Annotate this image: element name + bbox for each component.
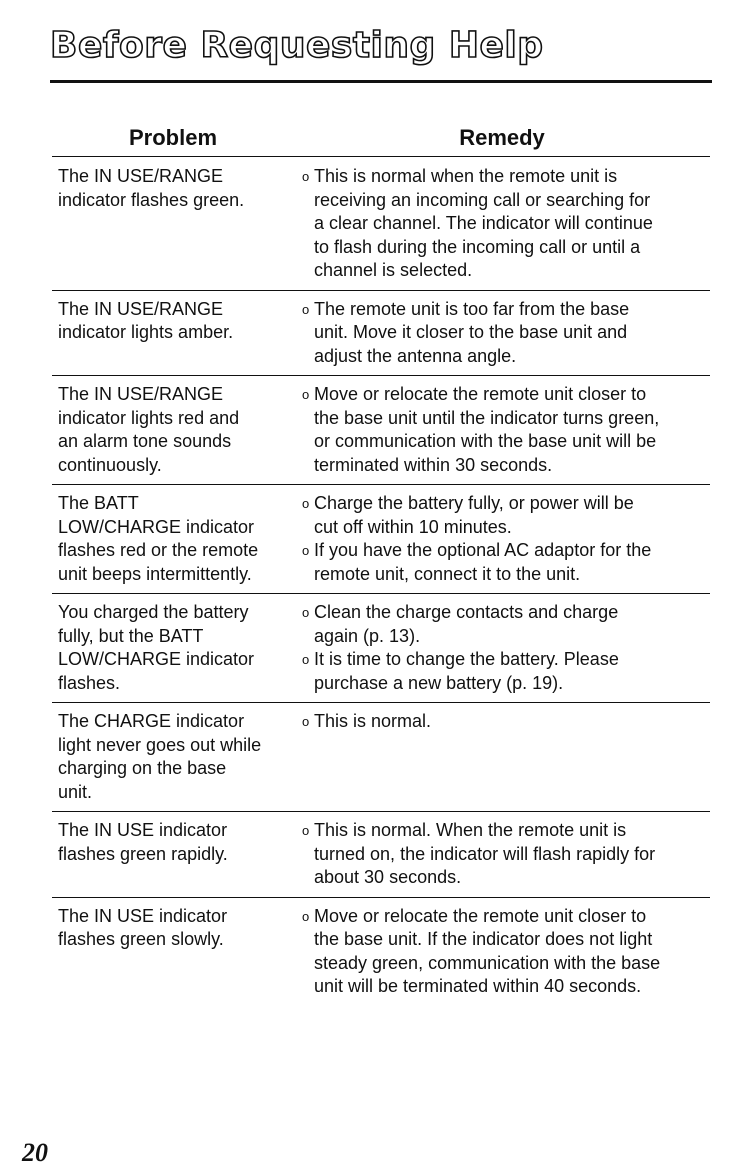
- table-row: [52, 376, 710, 485]
- problem-cell: The CHARGE indicator light never goes out while charging on the base unit.: [58, 711, 262, 802]
- troubleshooting-table: [52, 158, 710, 1006]
- title-underline: [50, 80, 712, 83]
- remedy-text: Clean the charge contacts and charge again (p. 13).: [314, 602, 619, 646]
- remedy-text: It is time to change the battery. Please purchase a new battery (p. 19).: [314, 649, 619, 693]
- table-header: [52, 124, 710, 157]
- table-row: [52, 291, 710, 377]
- bullet-icon: o: [302, 387, 310, 402]
- problem-cell: The BATT LOW/CHARGE indicator flashes red or the remote unit beeps intermittently.: [58, 493, 259, 584]
- remedy-cell: [302, 383, 710, 477]
- problem-cell: The IN USE/RANGE indicator flashes green.: [58, 166, 245, 210]
- table-row: [52, 812, 710, 898]
- remedy-column-header: Remedy: [459, 125, 545, 150]
- problem-cell: The IN USE/RANGE indicator lights amber.: [58, 298, 234, 342]
- bullet-icon: o: [302, 543, 310, 558]
- remedy-text: Move or relocate the remote unit closer to the base unit until the indicator turns green, or communication with the base unit will be terminated within 30 seconds.: [314, 384, 660, 475]
- remedy-cell: [302, 710, 710, 804]
- table-row: [52, 594, 710, 703]
- bullet-icon: o: [302, 605, 310, 620]
- remedy-item: [302, 492, 710, 539]
- remedy-text: This is normal when the remote unit is receiving an incoming call or searching for a clear channel. The indicator will continue to flash during the incoming call or until a channel is selected.: [314, 166, 653, 280]
- remedy-text: If you have the optional AC adaptor for the remote unit, connect it to the unit.: [314, 540, 652, 584]
- problem-cell: The IN USE indicator flashes green slowly.: [58, 905, 228, 949]
- remedy-text: Charge the battery fully, or power will be cut off within 10 minutes.: [314, 493, 634, 537]
- remedy-item: [302, 710, 710, 734]
- remedy-item: [302, 298, 710, 369]
- table-row: [52, 703, 710, 812]
- remedy-item: [302, 905, 710, 999]
- bullet-icon: o: [302, 169, 310, 184]
- remedy-cell: [302, 905, 710, 999]
- table-row: [52, 158, 710, 291]
- problem-cell: The IN USE indicator flashes green rapidly.: [58, 820, 228, 864]
- remedy-item: [302, 819, 710, 890]
- remedy-text: The remote unit is too far from the base unit. Move it closer to the base unit and adjust the antenna angle.: [314, 298, 630, 366]
- problem-cell: You charged the battery fully, but the BATT LOW/CHARGE indicator flashes.: [58, 602, 255, 693]
- table-row: [52, 898, 710, 1006]
- remedy-item: [302, 601, 710, 648]
- remedy-text: This is normal.: [314, 711, 432, 731]
- problem-column-header: Problem: [128, 125, 218, 150]
- bullet-icon: o: [302, 496, 310, 511]
- page-number: 20: [22, 1138, 48, 1167]
- remedy-text: Move or relocate the remote unit closer to the base unit. If the indicator does not light steady green, communication with the base unit will be terminated within 40 seconds.: [314, 905, 661, 996]
- remedy-cell: [302, 819, 710, 890]
- problem-cell: The IN USE/RANGE indicator lights red and an alarm tone sounds continuously.: [58, 384, 240, 475]
- bullet-icon: o: [302, 301, 310, 317]
- remedy-cell: [302, 601, 710, 695]
- remedy-cell: [302, 492, 710, 586]
- bullet-icon: o: [302, 652, 310, 667]
- remedy-item: [302, 648, 710, 695]
- bullet-icon: o: [302, 908, 310, 924]
- page-title: Before Requesting Help: [50, 25, 544, 66]
- remedy-cell: [302, 165, 710, 283]
- remedy-text: This is normal. When the remote unit is turned on, the indicator will flash rapidly for about 30 seconds.: [314, 820, 656, 887]
- bullet-icon: o: [302, 714, 310, 729]
- bullet-icon: o: [302, 823, 310, 838]
- remedy-item: [302, 383, 710, 477]
- remedy-item: [302, 165, 710, 283]
- table-row: [52, 485, 710, 594]
- remedy-item: [302, 539, 710, 586]
- remedy-cell: [302, 298, 710, 369]
